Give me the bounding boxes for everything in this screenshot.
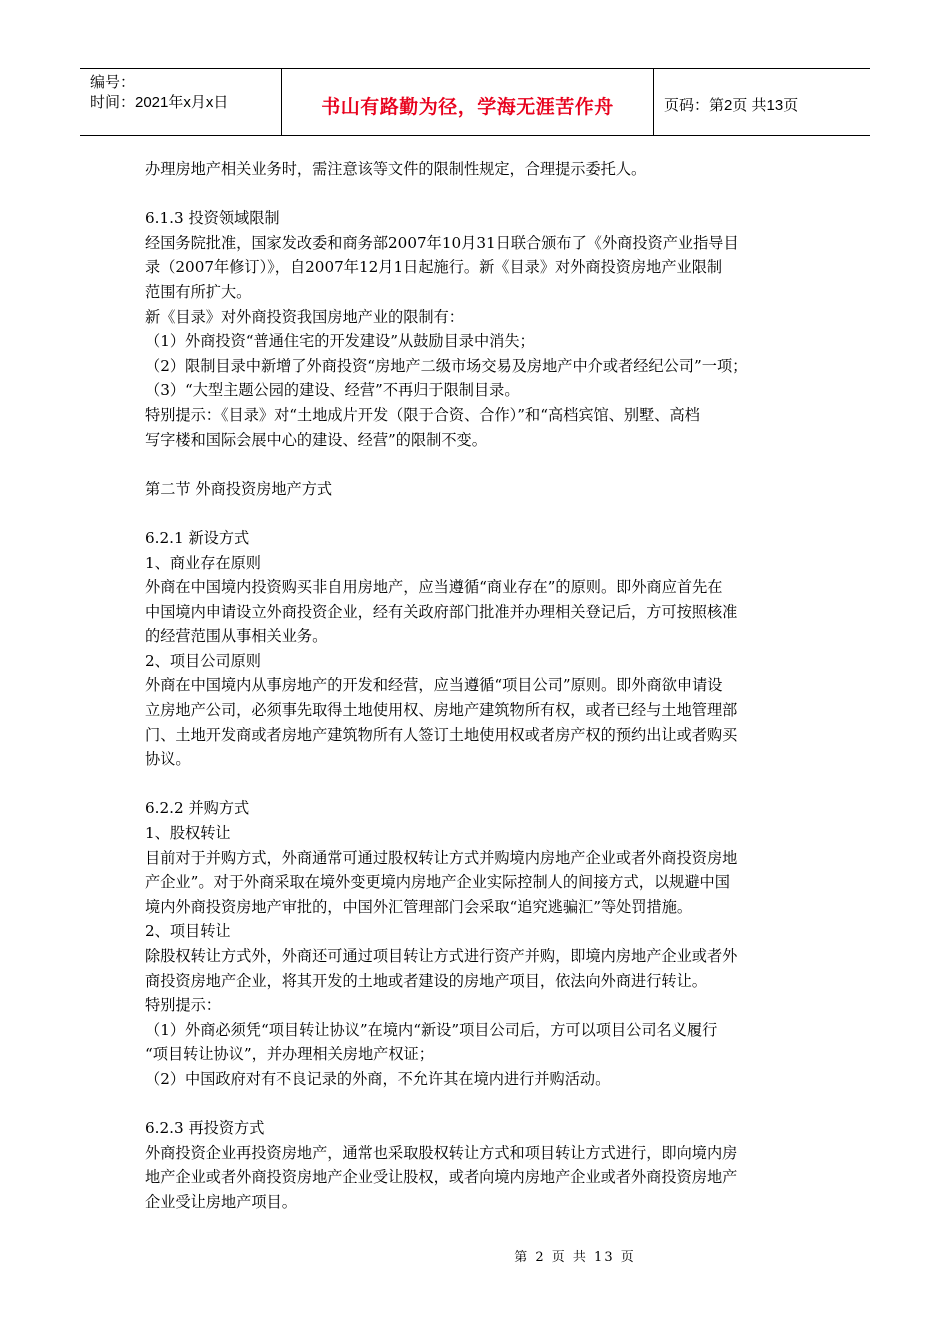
body-line: 6.2.1 新设方式 <box>145 528 250 547</box>
paragraph-gap <box>145 501 815 526</box>
body-line: （1）外商必须凭“项目转让协议”在境内“新设”项目公司后，方可以项目公司名义履行 <box>145 1020 718 1039</box>
paragraph-gap <box>145 452 815 477</box>
page-header <box>80 68 870 136</box>
body-line: 新《目录》对外商投资我国房地产业的限制有： <box>145 307 464 326</box>
body-line: 6.2.3 再投资方式 <box>145 1119 265 1138</box>
body-line: 的经营范围从事相关业务。 <box>145 627 328 646</box>
body-line: 立房地产公司，必须事先取得土地使用权、房地产建筑物所有权，或者已经与土地管理部 <box>145 701 738 720</box>
document-body <box>145 157 815 1215</box>
body-line: 商投资房地产企业，将其开发的土地或者建设的房地产项目，依法向外商进行转让。 <box>145 971 707 990</box>
body-line: 2、项目转让 <box>145 922 231 941</box>
header-meta <box>80 69 282 135</box>
body-line: 特别提示：《目录》对“土地成片开发（限于合资、合作）”和“高档宾馆、别墅、高档 <box>145 405 700 424</box>
body-line: 外商在中国境内从事房地产的开发和经营，应当遵循“项目公司”原则。即外商欲申请设 <box>145 676 723 695</box>
body-line: 产企业”。对于外商采取在境外变更境内房地产企业实际控制人的间接方式，以规避中国 <box>145 873 730 892</box>
body-line: 外商在中国境内投资购买非自用房地产，应当遵循“商业存在”的原则。即外商应首先在 <box>145 578 723 597</box>
body-line: 企业受让房地产项目。 <box>145 1192 297 1211</box>
body-line: （2）限制目录中新增了外商投资“房地产二级市场交易及房地产中介或者经纪公司”一项； <box>145 356 748 375</box>
body-line: 录（2007年修订）》，自2007年12月1日起施行。新《目录》对外商投资房地产业限制 <box>145 258 723 277</box>
paragraph-gap <box>145 182 815 207</box>
body-line: 6.1.3 投资领域限制 <box>145 209 280 228</box>
body-line: （3）“大型主题公园的建设、经营”不再归于限制目录。 <box>145 381 520 400</box>
body-line: 6.2.2 并购方式 <box>145 799 250 818</box>
body-line: 1、股权转让 <box>145 824 231 843</box>
paragraph-gap <box>145 1092 815 1117</box>
body-line: “项目转让协议”，并办理相关房地产权证； <box>145 1045 434 1064</box>
body-line: 2、项目公司原则 <box>145 651 261 670</box>
page-footer: 第 2 页 共 13 页 <box>514 1250 636 1265</box>
body-line: 中国境内申请设立外商投资企业，经有关政府部门批准并办理相关登记后，方可按照核准 <box>145 602 738 621</box>
paragraph-gap <box>145 772 815 797</box>
body-line: （1）外商投资“普通住宅的开发建设”从鼓励目录中消失； <box>145 332 535 351</box>
body-line: 协议。 <box>145 750 191 769</box>
body-line: （2）中国政府对有不良记录的外商，不允许其在境内进行并购活动。 <box>145 1069 611 1088</box>
body-line: 外商投资企业再投资房地产，通常也采取股权转让方式和项目转让方式进行，即向境内房 <box>145 1143 738 1162</box>
body-line: 办理房地产相关业务时，需注意该等文件的限制性规定，合理提示委托人。 <box>145 160 647 178</box>
body-line: 门、土地开发商或者房地产建筑物所有人签订土地使用权或者房产权的预约出让或者购买 <box>145 725 738 744</box>
document-time-label: 时间：2021年x月x日 <box>90 94 229 111</box>
body-line: 经国务院批准，国家发改委和商务部2007年10月31日联合颁布了《外商投资产业指导目 <box>145 233 739 252</box>
body-line: 境内外商投资房地产审批的，中国外汇管理部门会采取“追究逃骗汇”等处罚措施。 <box>145 897 693 916</box>
body-line: 特别提示： <box>145 996 221 1015</box>
body-line: 1、商业存在原则 <box>145 553 261 572</box>
body-line: 地产企业或者外商投资房地产企业受让股权，或者向境内房地产企业或者外商投资房地产 <box>145 1168 738 1187</box>
header-motto: 书山有路勤为径，学海无涯苦作舟 <box>282 69 654 135</box>
header-page-info: 页码：第2页 共13页 <box>664 96 799 114</box>
body-line: 除股权转让方式外，外商还可通过项目转让方式进行资产并购，即境内房地产企业或者外 <box>145 947 738 965</box>
body-line: 范围有所扩大。 <box>145 282 252 301</box>
body-line: 第二节 外商投资房地产方式 <box>145 479 333 498</box>
body-line: 写字楼和国际会展中心的建设、经营”的限制不变。 <box>145 430 487 449</box>
document-number-label: 编号： <box>90 74 136 91</box>
body-line: 目前对于并购方式，外商通常可通过股权转让方式并购境内房地产企业或者外商投资房地 <box>145 848 738 867</box>
